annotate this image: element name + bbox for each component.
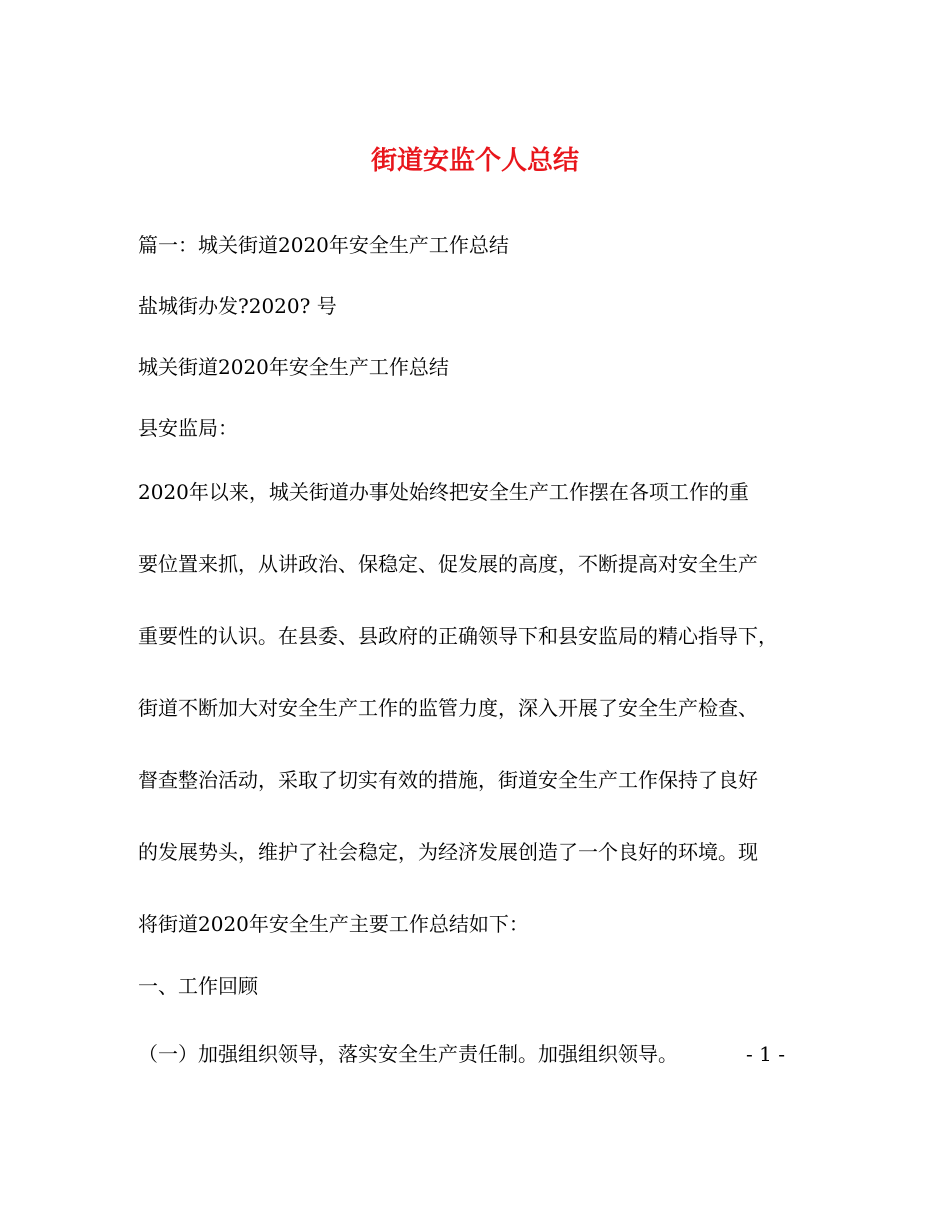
text-line-report-title: 城关街道2020年安全生产工作总结 bbox=[138, 355, 449, 379]
text-line-section-heading: 一、工作回顾 bbox=[138, 974, 258, 998]
page-number: - 1 - bbox=[746, 1042, 785, 1066]
text-line-body-4: 街道不断加大对安全生产工作的监管力度，深入开展了安全生产检查、 bbox=[138, 696, 758, 720]
document-title: 街道安监个人总结 bbox=[370, 146, 579, 176]
text-line-body-5: 督查整治活动，采取了切实有效的措施，街道安全生产工作保持了良好 bbox=[138, 768, 758, 792]
text-line-subsection-heading: （一）加强组织领导，落实安全生产责任制。加强组织领导。 bbox=[138, 1042, 678, 1066]
text-line-article-heading: 篇一：城关街道2020年安全生产工作总结 bbox=[138, 233, 509, 257]
text-line-recipient: 县安监局： bbox=[138, 416, 238, 440]
text-line-body-2: 要位置来抓，从讲政治、保稳定、促发展的高度，不断提高对安全生产 bbox=[138, 552, 758, 576]
text-line-doc-number: 盐城街办发?2020? 号 bbox=[138, 294, 337, 318]
text-line-body-7: 将街道2020年安全生产主要工作总结如下： bbox=[138, 912, 529, 936]
text-line-body-3: 重要性的认识。在县委、县政府的正确领导下和县安监局的精心指导下， bbox=[138, 624, 778, 648]
text-line-body-6: 的发展势头，维护了社会稳定，为经济发展创造了一个良好的环境。现 bbox=[138, 840, 758, 864]
text-line-body-1: 2020年以来，城关街道办事处始终把安全生产工作摆在各项工作的重 bbox=[138, 480, 749, 504]
